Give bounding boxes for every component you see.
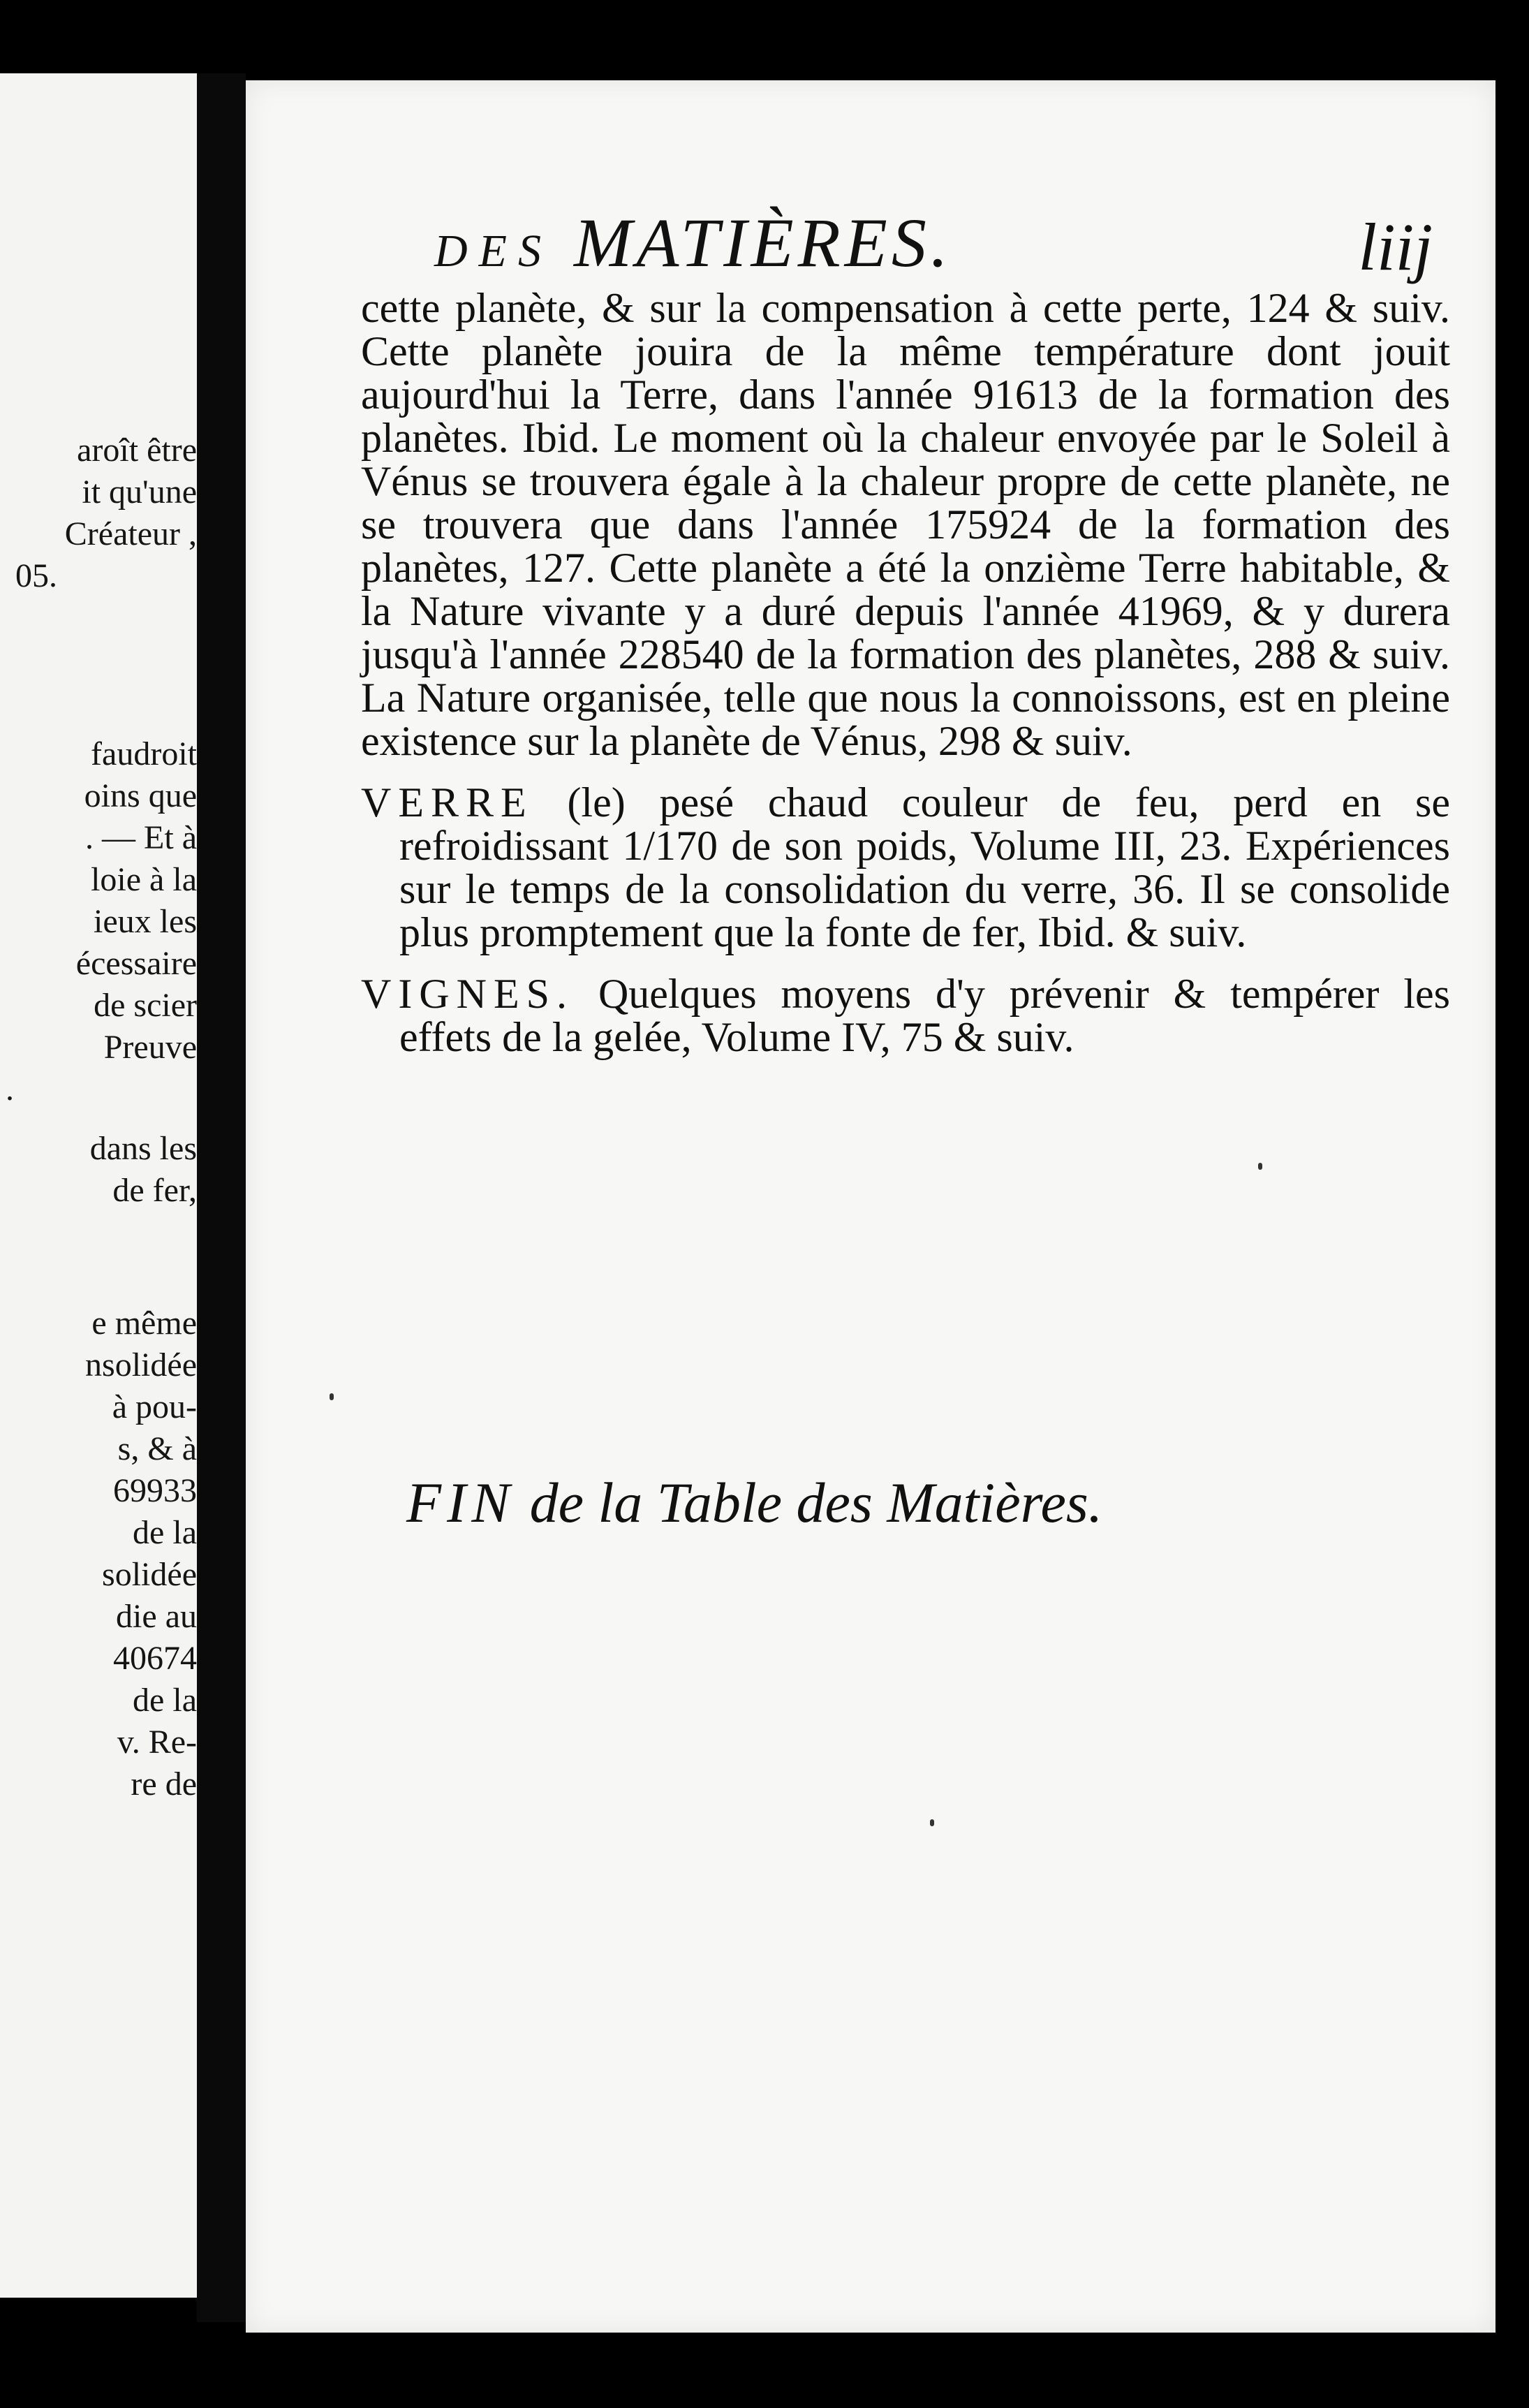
left-line: aroît être [77,432,197,469]
left-line: nsolidée [85,1346,197,1383]
left-line: de la [133,1682,197,1719]
colophon-fin: FIN [406,1471,516,1534]
left-line: dans les [89,1130,197,1167]
entry-text: cette planète, & sur la compensation à cette perte, 124 & suiv. Cette planète jouira de la même température dont jouit aujourd'hui la Terre, dans l'année 91613 de la formation des planètes. Ibid. Le moment où la chaleur envoyée par le Soleil à Vénus se trouvera égale à la chaleur propre de cette planète, ne se trouvera que dans l'année 175924 de la formation des planètes, 127. Cette planète a été la onzième Terre habitable, & la Nature vivante y a duré depuis l'année 41969, & y durera jusqu'à l'année 228540 de la formation des planètes, 288 & suiv. La Nature organisée, telle que nous la connoissons, est en pleine existence sur la planète de Vénus, 298 & suiv. [361,285,1450,764]
index-entry-vignes [361,972,1450,1059]
left-line: 69933 [113,1472,197,1509]
previous-page-fragment [0,73,197,2298]
entry-text: Quelques moyens d'y prévenir & tempérer les effets de la gelée, Volume IV, 75 & suiv. [399,971,1451,1060]
left-line: de la [133,1514,197,1551]
index-entry-venus-continued [361,286,1450,763]
paper-speck [1258,1163,1262,1170]
left-line: écessaire [75,945,197,982]
left-line: oins que [84,777,197,814]
running-head [434,203,952,283]
scan-border-right [1495,0,1529,2408]
running-head-prefix: DES [434,226,552,277]
left-line: v. Re- [117,1724,197,1761]
left-line: Créateur , [64,515,197,552]
end-of-table-colophon [406,1470,1102,1536]
left-line: re de [131,1765,197,1803]
left-line: die au [116,1598,197,1635]
running-head-word: MATIÈRES. [573,204,952,281]
left-line: s, & à [117,1430,197,1467]
paper-speck [930,1819,934,1826]
book-page [246,80,1495,2333]
left-line: . [6,1071,14,1108]
entry-headword: VERRE [361,779,533,825]
page-number: liij [1358,210,1433,284]
colophon-rest: de la Table des Matières. [529,1471,1103,1534]
left-line: Preuve [103,1029,197,1066]
left-line: ieux les [94,903,197,940]
left-line: 40674 [113,1640,197,1677]
scan-border-bottom [0,2333,1529,2408]
left-line: . — Et à [85,819,197,856]
book-gutter [197,73,246,2322]
page-header [246,203,1495,286]
left-line: faudroit [91,735,197,772]
left-line: loie à la [91,861,197,898]
entry-headword: VIGNES. [361,971,574,1017]
paper-speck [330,1393,334,1400]
left-line: de fer, [112,1172,197,1209]
index-body [361,286,1450,1077]
left-line: à pou- [112,1388,197,1425]
left-line: solidée [102,1556,197,1593]
entry-text: (le) pesé chaud couleur de feu, perd en se refroidissant 1/170 de son poids, Volume III, 23. Expériences sur le temps de la consolidation du verre, 36. Il se consolide plus promptement que la fonte de fer, Ibid. & suiv. [399,779,1451,955]
left-line: e même [91,1305,197,1342]
left-line: de scier [94,987,197,1024]
index-entry-verre [361,781,1450,954]
left-line: 05. [15,557,57,594]
left-line: it qu'une [82,473,197,511]
